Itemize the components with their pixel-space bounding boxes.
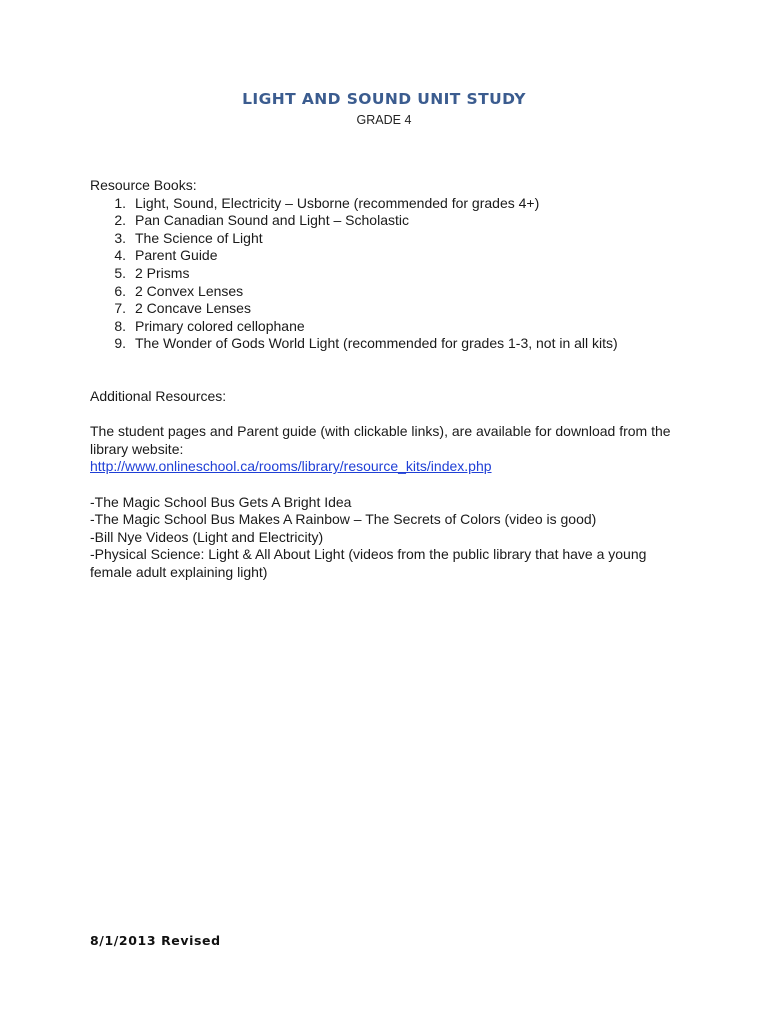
list-item-number: 9.	[114, 335, 126, 352]
list-item	[90, 283, 690, 301]
list-item-text: Pan Canadian Sound and Light – Scholastic	[135, 212, 409, 229]
list-item-text: The Wonder of Gods World Light (recommended for grades 1-3, not in all kits)	[135, 335, 618, 352]
list-item-text: 2 Prisms	[135, 264, 190, 281]
list-item	[90, 212, 690, 230]
list-item-number: 1.	[114, 194, 126, 211]
list-item-text: 2 Convex Lenses	[135, 282, 244, 299]
list-item	[90, 195, 690, 213]
list-item-number: 8.	[114, 317, 126, 334]
list-item-number: 6.	[114, 282, 126, 299]
list-item	[90, 335, 690, 353]
list-item: -Bill Nye Videos (Light and Electricity)	[90, 528, 324, 545]
list-item-number: 3.	[114, 229, 126, 246]
list-item	[90, 300, 690, 318]
resource-books-heading: Resource Books:	[90, 177, 197, 193]
list-item: -The Magic School Bus Makes A Rainbow – The Secrets of Colors (video is good)	[90, 511, 597, 528]
list-item: -Physical Science: Light & All About Light (videos from the public library that have a young female adult explaining light)	[90, 546, 647, 580]
list-item-text: The Science of Light	[135, 229, 263, 246]
list-item-number: 7.	[114, 300, 126, 317]
document-body	[90, 177, 690, 581]
list-item-text: 2 Concave Lenses	[135, 300, 251, 317]
page-title: LIGHT AND SOUND UNIT STUDY	[242, 90, 526, 108]
list-item	[90, 230, 690, 248]
list-item	[90, 247, 690, 265]
list-item-number: 5.	[114, 264, 126, 281]
list-item-text: Light, Sound, Electricity – Usborne (recommended for grades 4+)	[135, 194, 540, 211]
resource-books-list	[90, 195, 690, 353]
page-subtitle: GRADE 4	[356, 113, 412, 127]
list-item-text: Primary colored cellophane	[135, 317, 305, 334]
list-item: -The Magic School Bus Gets A Bright Idea	[90, 493, 352, 510]
list-item-number: 4.	[114, 247, 126, 264]
list-item	[90, 318, 690, 336]
library-website-link[interactable]: http://www.onlineschool.ca/rooms/library/resource_kits/index.php	[90, 458, 492, 475]
list-item-number: 2.	[114, 212, 126, 229]
list-item-text: Parent Guide	[135, 247, 218, 264]
additional-resources-heading: Additional Resources:	[90, 387, 227, 404]
download-intro-text: The student pages and Parent guide (with clickable links), are available for download from the library website:	[90, 423, 671, 457]
list-item	[90, 265, 690, 283]
revision-date: 8/1/2013 Revised	[90, 933, 221, 948]
